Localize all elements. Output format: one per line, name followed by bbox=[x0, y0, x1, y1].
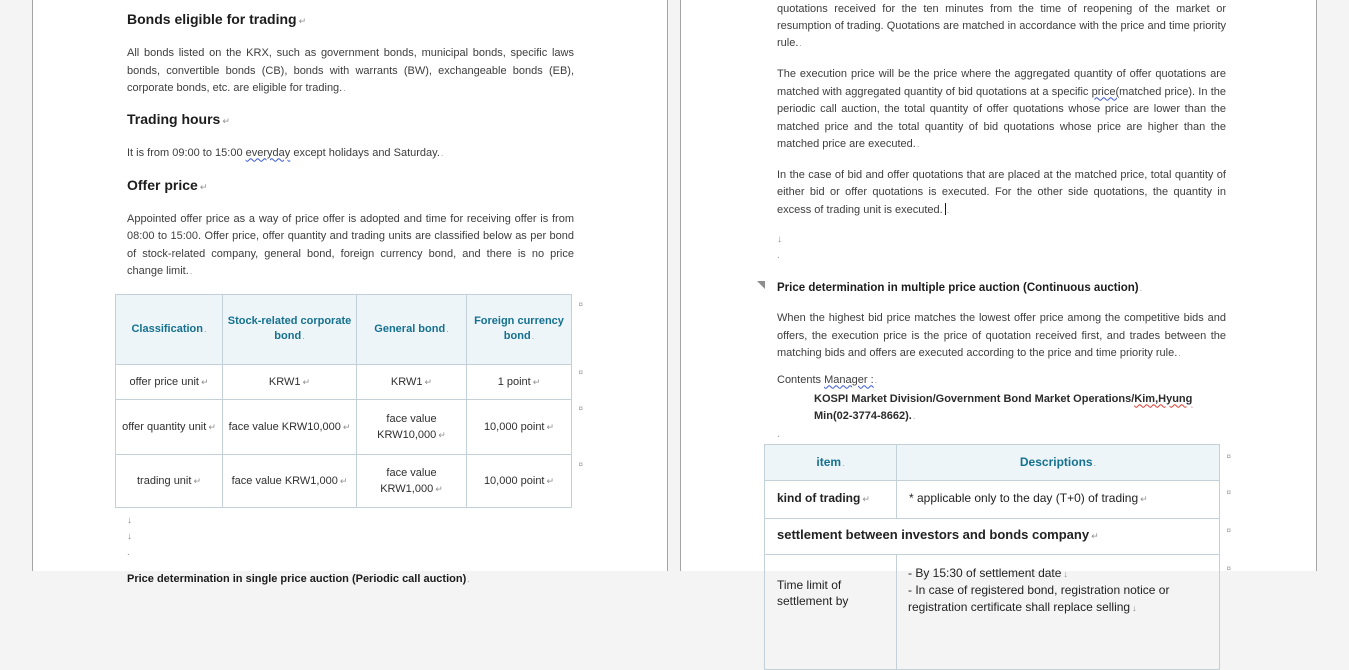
empty-line-mark: . bbox=[127, 546, 130, 558]
table-row bbox=[116, 454, 572, 507]
spellcheck-word-everyday: everyday bbox=[245, 146, 291, 159]
table-header-row bbox=[765, 444, 1220, 480]
paragraph-mark: . bbox=[189, 266, 193, 276]
paragraph-mark: . bbox=[912, 410, 916, 421]
cell-mark: ↵ bbox=[532, 376, 541, 387]
table-cell bbox=[467, 399, 572, 454]
line-break-mark: ↓ bbox=[1132, 602, 1137, 613]
header-cell-stock-related bbox=[223, 294, 357, 364]
cell-text: KRW1 bbox=[268, 375, 301, 388]
table-cell bbox=[223, 399, 357, 454]
paragraph-bonds-eligible-text: All bonds listed on the KRX, such as government bonds, municipal bonds, specific laws bonds, convertible bonds (CB), bonds with warrants (BW), exchangeable bonds (EB), corporate bonds, etc. are eligible for trading. bbox=[127, 47, 574, 94]
cell-mark: ↵ bbox=[424, 376, 433, 387]
cell-mark: ↵ bbox=[302, 376, 311, 387]
cell-mark: . bbox=[204, 323, 207, 334]
contents-manager-line bbox=[777, 372, 1226, 388]
table-cell-settlement-merged bbox=[765, 518, 1220, 554]
table-row bbox=[765, 518, 1220, 554]
trading-hours-text: It is from 09:00 to 15:00 bbox=[127, 146, 246, 159]
heading-bonds-eligible-text: Bonds eligible for trading bbox=[127, 11, 297, 27]
end-of-row-mark: ¤ bbox=[578, 299, 583, 309]
heading-multiple-price-auction bbox=[777, 278, 1226, 296]
cell-mark: . bbox=[302, 331, 305, 341]
cell-mark: ↵ bbox=[862, 494, 870, 505]
contents-label: Contents bbox=[777, 373, 825, 386]
header-text: Stock-related corporate bond bbox=[227, 315, 352, 342]
paragraph-mark: . bbox=[343, 83, 346, 93]
end-of-row-mark: ¤ bbox=[578, 403, 583, 413]
header-cell-classification bbox=[116, 294, 223, 364]
heading-single-price-text: Price determination in single price auction (Periodic call auction) bbox=[127, 572, 467, 585]
spellcheck-word-manager: Manager : bbox=[824, 373, 874, 386]
table-row bbox=[116, 399, 572, 454]
table-cell bbox=[467, 454, 572, 507]
end-of-row-mark: ¤ bbox=[1226, 487, 1231, 497]
cell-text: face value KRW1,000 bbox=[231, 474, 338, 487]
cell-text: Time limit of settlement by bbox=[777, 577, 849, 608]
header-cell-descriptions bbox=[897, 444, 1220, 480]
header-cell-item bbox=[765, 444, 897, 480]
table-cell bbox=[223, 364, 357, 399]
right-page-content bbox=[777, 0, 1231, 670]
paragraph-mark: . bbox=[946, 204, 950, 215]
header-text: General bond bbox=[374, 322, 446, 335]
table-cell bbox=[116, 364, 223, 399]
paragraph-mark: . bbox=[799, 38, 802, 48]
heading-trading-hours bbox=[127, 110, 574, 130]
end-of-row-mark: ¤ bbox=[578, 367, 583, 377]
heading-offer-price-text: Offer price bbox=[127, 176, 198, 193]
heading-bonds-eligible bbox=[127, 10, 574, 30]
cell-mark: ↵ bbox=[1091, 531, 1099, 542]
manager-division-text: KOSPI Market Division/Government Bond Market Operations/ bbox=[814, 392, 1135, 405]
paragraph-mark: . bbox=[440, 147, 444, 158]
heading-single-price-auction bbox=[127, 571, 574, 587]
header-text: Classification bbox=[131, 322, 203, 335]
line-break-mark: ↓ bbox=[1063, 568, 1068, 579]
header-text: Foreign currency bond bbox=[474, 315, 564, 342]
empty-line-mark: ↓ bbox=[127, 530, 132, 542]
heading-multiple-price-text: Price determination in multiple price auction (Continuous auction) bbox=[777, 282, 1139, 294]
cell-mark: ↵ bbox=[208, 421, 216, 432]
paragraph-offer-price bbox=[127, 211, 574, 281]
cell-text-line2: - In case of registered bond, registration notice or registration certificate shall replace selling bbox=[908, 583, 1170, 614]
table-header-row bbox=[116, 294, 572, 364]
empty-line-mark: ↓ bbox=[777, 234, 782, 245]
collapse-triangle-icon[interactable] bbox=[757, 281, 765, 289]
header-cell-general-bond bbox=[357, 294, 467, 364]
header-cell-foreign-currency bbox=[467, 294, 572, 364]
cell-text: kind of trading bbox=[777, 491, 861, 506]
trading-hours-text-end: except holidays and Saturday. bbox=[290, 146, 440, 159]
table-cell-time-description bbox=[897, 554, 1220, 669]
cell-text: KRW1 bbox=[390, 375, 423, 388]
cell-mark: ↵ bbox=[546, 475, 555, 486]
paragraph-mark: . bbox=[1178, 348, 1181, 358]
paragraph-matched-price-text: In the case of bid and offer quotations that are placed at the matched price, total quantity of either bid or offer quotations is executed. For the other side quotations, the quantity in excess of trading unit is executed. bbox=[777, 168, 1226, 216]
document-page-right[interactable] bbox=[680, 0, 1317, 614]
cell-text: 10,000 point bbox=[483, 474, 545, 487]
cell-text: settlement between investors and bonds company bbox=[777, 527, 1090, 543]
heading-offer-price bbox=[127, 176, 574, 196]
spellcheck-word-kim-hyung: Kim,Hyung bbox=[1134, 392, 1193, 405]
paragraph-mark: ↵ bbox=[298, 16, 307, 26]
manager-phone-text: Min(02-3774-8662). bbox=[814, 409, 912, 422]
cell-mark: ↵ bbox=[435, 483, 443, 494]
end-of-row-mark: ¤ bbox=[1226, 525, 1231, 535]
heading-trading-hours-text: Trading hours bbox=[127, 110, 221, 127]
paragraph-mark: . bbox=[1139, 283, 1143, 293]
cell-text: face value KRW1,000 bbox=[380, 466, 437, 495]
document-page-left[interactable] bbox=[32, 0, 668, 585]
spellcheck-word-price: price( bbox=[1091, 85, 1120, 98]
table-cell bbox=[357, 399, 467, 454]
paragraph-trading-hours bbox=[127, 145, 574, 162]
table-cell bbox=[467, 364, 572, 399]
cell-text: offer price unit bbox=[129, 375, 199, 388]
paragraph-matched-price bbox=[777, 167, 1226, 220]
cell-mark: ↵ bbox=[546, 421, 555, 432]
cell-text: trading unit bbox=[137, 474, 192, 487]
cell-mark: ↵ bbox=[339, 475, 348, 486]
end-of-row-mark: ¤ bbox=[578, 459, 583, 469]
paragraph-reopening-text: quotations received for the ten minutes from the time of reopening of the market or resumption of trading. Quotations are matched in accordance with the price and time priority rule. bbox=[777, 3, 1226, 49]
header-text: item bbox=[816, 455, 842, 469]
empty-line-mark: ↓ bbox=[127, 514, 132, 526]
text-cursor bbox=[945, 203, 946, 215]
offer-price-table bbox=[115, 294, 572, 508]
paragraph-mark: . bbox=[874, 374, 878, 385]
table-cell bbox=[223, 454, 357, 507]
paragraph-highest-bid bbox=[777, 310, 1226, 363]
cell-text-line1: - By 15:30 of settlement date bbox=[908, 565, 1062, 580]
cell-mark: ↵ bbox=[1140, 494, 1148, 505]
paragraph-mark: ↵ bbox=[199, 181, 208, 192]
paragraph-highest-bid-text: When the highest bid price matches the lowest offer price among the competitive bids and offers, the execution price is the price of quotation received first, and trades between the matching bids and offers are executed according to the price and time priority rule. bbox=[777, 312, 1226, 359]
table-cell bbox=[116, 399, 223, 454]
table-cell bbox=[357, 364, 467, 399]
cell-mark: ↵ bbox=[193, 475, 201, 486]
cell-mark: . bbox=[842, 458, 845, 468]
paragraph-offer-price-text: Appointed offer price as a way of price offer is adopted and time for receiving offer is from 08:00 to 15:00. Offer price, offer quantity and trading units are classified below as per bond of stock-related company, general bond, foreign currency bond, and there is no price change limit. bbox=[127, 212, 574, 277]
paragraph-execution-price bbox=[777, 66, 1226, 154]
table-cell bbox=[116, 454, 223, 507]
cell-text: offer quantity unit bbox=[122, 420, 207, 433]
table-row bbox=[765, 480, 1220, 518]
cell-mark: ↵ bbox=[342, 421, 351, 432]
descriptions-table bbox=[764, 444, 1220, 670]
paragraph-mark: . bbox=[916, 139, 920, 149]
empty-line-mark: . bbox=[777, 250, 780, 261]
end-of-row-mark: ¤ bbox=[1226, 563, 1231, 573]
table-cell-kind-of-trading bbox=[765, 480, 897, 518]
offer-price-table-wrap bbox=[115, 294, 583, 508]
execution-price-text: The execution price will be the price where the aggregated quantity of offer quotations are matched with aggregated quantity of bid quotations at a specific bbox=[777, 68, 1226, 98]
paragraph-bonds-eligible bbox=[127, 45, 574, 98]
table-cell-time-limit bbox=[765, 554, 897, 669]
cell-text: * applicable only to the day (T+0) of trading bbox=[909, 491, 1139, 506]
table-cell-kind-description bbox=[897, 480, 1220, 518]
table-row bbox=[116, 364, 572, 399]
execution-price-text-end: matched price). In the periodic call auction, the total quantity of offer quotations whose price are lower than the matched price and the total quantity of bid quotations whose price are higher than the matched price are executed. bbox=[777, 85, 1226, 150]
paragraph-reopening bbox=[777, 1, 1226, 52]
cell-mark: . bbox=[1093, 458, 1097, 468]
cell-mark: . bbox=[531, 331, 535, 341]
empty-line-mark: . bbox=[777, 428, 780, 440]
cell-mark: . bbox=[446, 323, 449, 334]
cell-mark: ↵ bbox=[438, 429, 446, 440]
table-row bbox=[765, 554, 1220, 669]
paragraph-mark: ↵ bbox=[222, 115, 230, 126]
left-page-content bbox=[122, 0, 583, 587]
manager-info bbox=[814, 391, 1226, 425]
cell-text: face value KRW10,000 bbox=[228, 420, 341, 433]
table-cell bbox=[357, 454, 467, 507]
cell-mark: ↵ bbox=[200, 376, 209, 387]
cell-text: 1 point bbox=[497, 375, 531, 388]
paragraph-mark: . bbox=[467, 573, 470, 584]
descriptions-table-wrap bbox=[764, 444, 1231, 670]
cell-text: 10,000 point bbox=[483, 420, 545, 433]
header-text: Descriptions bbox=[1019, 455, 1093, 469]
cell-text: face value KRW10,000 bbox=[377, 412, 437, 441]
end-of-row-mark: ¤ bbox=[1226, 451, 1231, 461]
